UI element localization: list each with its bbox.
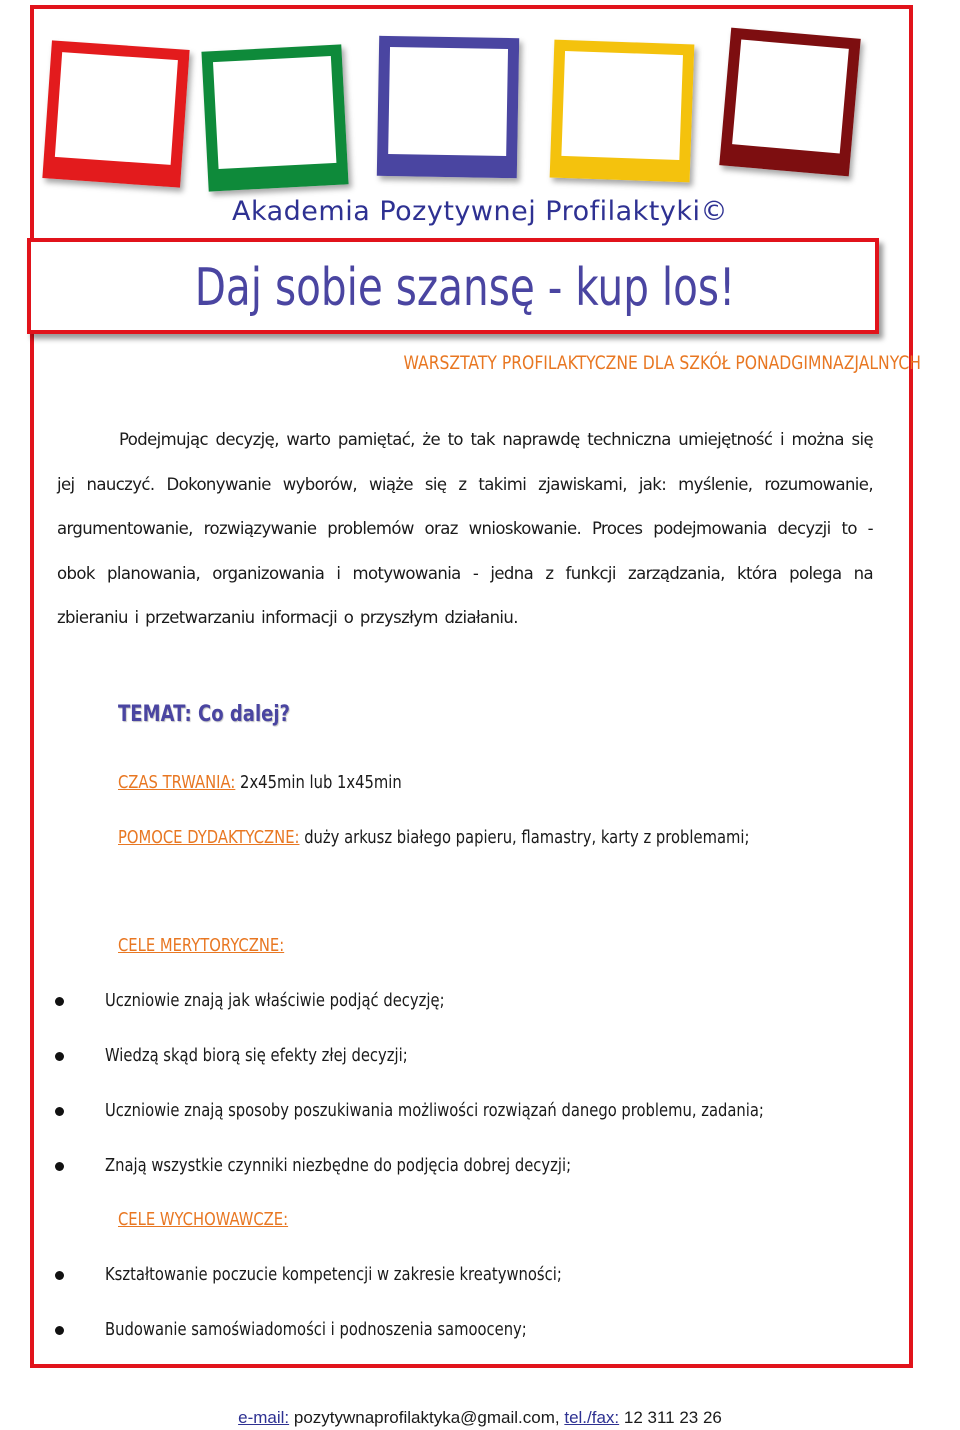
photo-frame-red (42, 40, 189, 187)
photo-frame-green (201, 44, 348, 191)
photo-frame-blue (377, 36, 519, 178)
list-item-text: Uczniowie znają sposoby poszukiwania możliwości rozwiązań danego problemu, zadania; (105, 1100, 764, 1121)
bullet-icon (55, 1271, 64, 1280)
bullet-icon (55, 1107, 64, 1116)
email-link[interactable]: pozytywnaprofilaktyka@gmail.com, (293, 1408, 560, 1427)
duration-value: 2x45min lub 1x45min (240, 772, 402, 793)
phone-number: 12 311 23 26 (623, 1408, 722, 1427)
photo-frame-maroon (719, 28, 861, 177)
list-item-text: Budowanie samoświadomości i podnoszenia samooceny; (105, 1319, 527, 1340)
subtitle: WARSZTATY PROFILAKTYCZNE DLA SZKÓŁ PONADGIMNAZJALNYCH (403, 352, 921, 374)
educational-goals-heading: CELE WYCHOWAWCZE: (118, 1209, 289, 1230)
bullet-icon (55, 1326, 64, 1335)
bullet-icon (55, 1052, 64, 1061)
email-label: e-mail: (238, 1408, 290, 1427)
duration-line (118, 772, 402, 793)
photo-frame-yellow (550, 40, 695, 183)
bullet-icon (55, 1162, 64, 1171)
list-item-text: Kształtowanie poczucie kompetencji w zakresie kreatywności; (105, 1264, 562, 1285)
aids-line (118, 827, 749, 848)
list-item-text: Znają wszystkie czynniki niezbędne do podjęcia dobrej decyzji; (105, 1155, 572, 1176)
aids-value: duży arkusz białego papieru, flamastry, karty z problemami; (304, 827, 750, 848)
bullet-icon (55, 997, 64, 1006)
aids-label: POMOCE DYDAKTYCZNE: (118, 827, 300, 848)
academy-name: Akademia Pozytywnej Profilaktyki© (231, 196, 729, 227)
list-item-text: Wiedzą skąd biorą się efekty złej decyzji; (105, 1045, 408, 1066)
topic-heading: TEMAT: Co dalej? (118, 702, 291, 727)
intro-paragraph: Podejmując decyzję, warto pamiętać, że to tak naprawdę techniczna umiejętność i można się jej nauczyć. Dokonywanie wyborów, wiąże się z takimi zjawiskami, jak: myślenie, rozumowanie, argumentowanie, rozwiązywanie problemów oraz wnioskowanie. Proces podejmowania decyzji to - obok planowania, organizowania i motywowania - jedna z funkcji zarządzania, która polega na zbieraniu i przetwarzaniu informacji o przyszłym działaniu. (57, 430, 873, 627)
list-item-text: Uczniowie znają jak właściwie podjąć decyzję; (105, 990, 445, 1011)
phone-label: tel./fax: (564, 1408, 620, 1427)
footer-contact (0, 1408, 960, 1428)
duration-label: CZAS TRWANIA: (118, 772, 236, 793)
substantive-goals-heading: CELE MERYTORYCZNE: (118, 935, 285, 956)
page-title: Daj sobie szansę - kup los! (194, 258, 736, 318)
